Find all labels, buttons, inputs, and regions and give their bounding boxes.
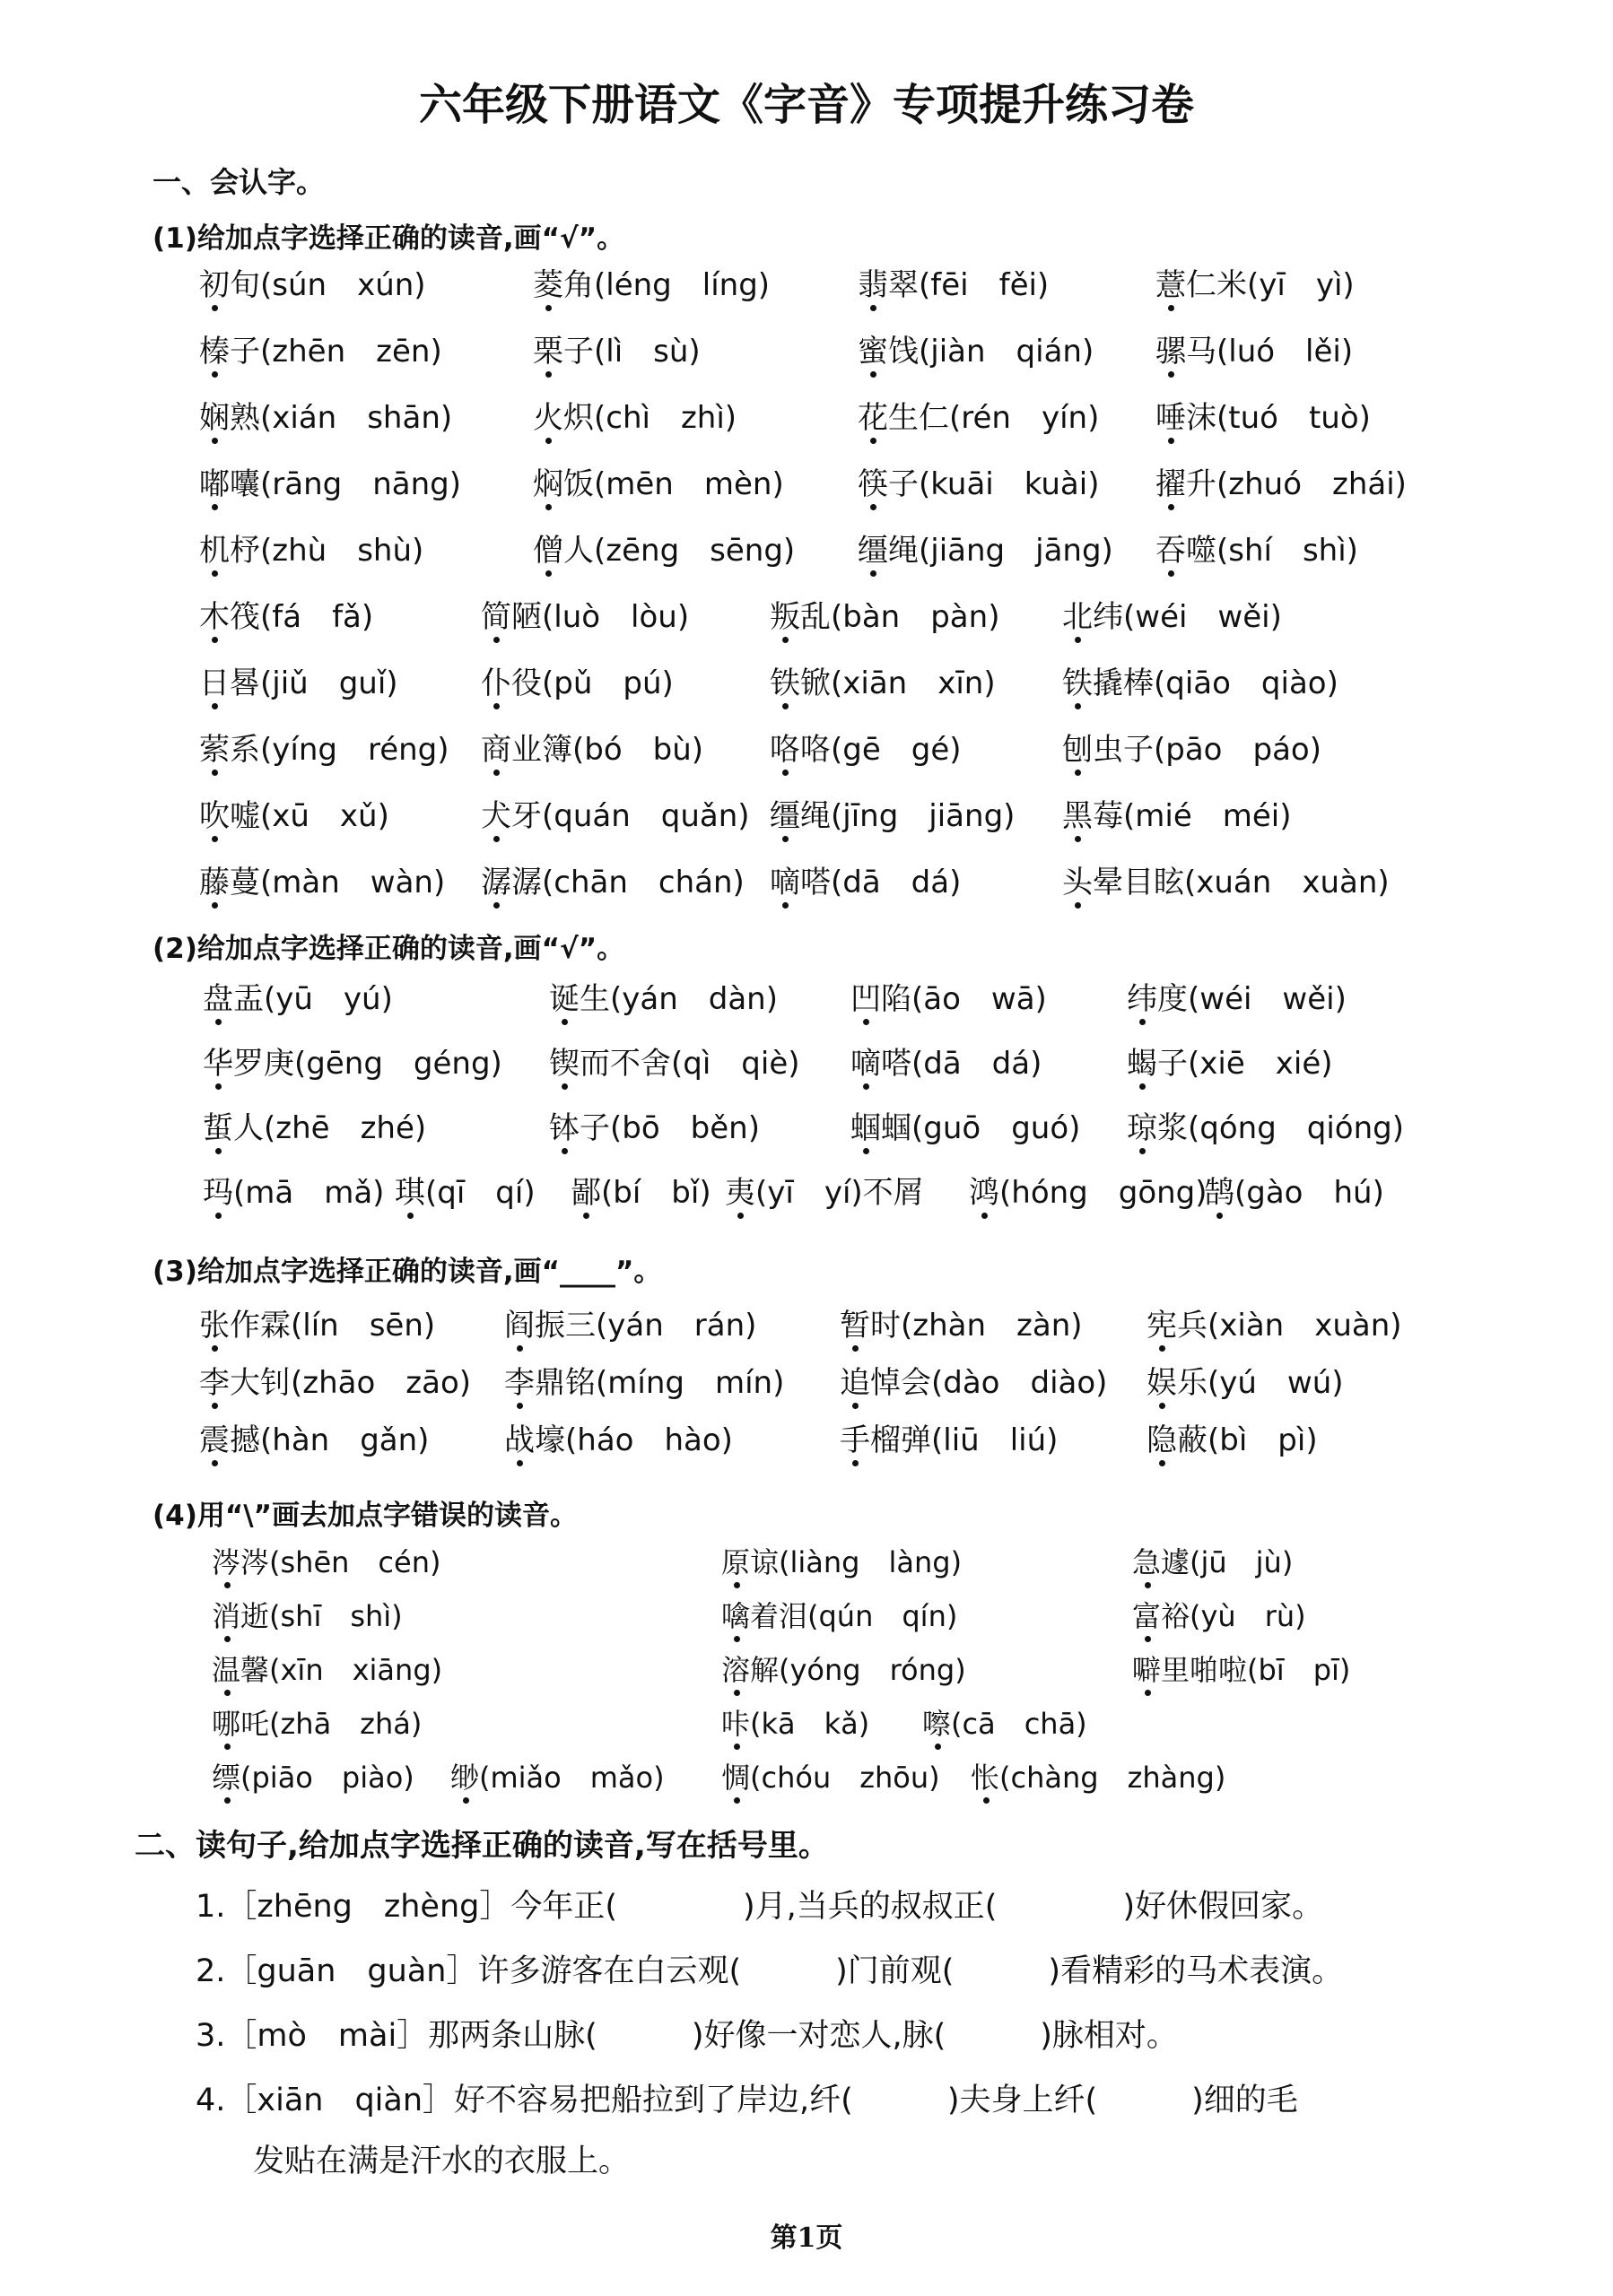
emphasis-dot [517,1345,523,1352]
emphasis-dot [493,902,500,909]
word-item: 钵子(bō běn) [549,1109,760,1148]
word-item: 菱角(léng líng) [533,265,770,305]
word-item: 吹嘘(xū xǔ) [199,796,389,836]
emphasis-dot [863,1083,869,1090]
emphasis-dot [782,836,789,842]
emphasis-dot [782,703,789,709]
word-item: 藤蔓(màn wàn) [199,863,445,902]
word-item: 铁锨(xiān xīn) [770,664,996,703]
emphasis-dot [1075,770,1081,776]
word-item: 蜜饯(jiàn qián) [858,332,1094,371]
emphasis-dot [545,570,552,577]
emphasis-dot [852,1403,859,1409]
emphasis-dot [562,1148,568,1154]
emphasis-dot [212,836,218,842]
word-item: 鸿(hóng gōng) [969,1173,1208,1213]
emphasis-dot [212,902,218,909]
section-two-heading: 二、读句子,给加点字选择正确的读音,写在括号里。 [135,1828,829,1864]
emphasis-dot [224,1744,231,1750]
emphasis-dot [870,504,876,510]
word-item: 犬牙(quán quǎn) [481,796,750,836]
emphasis-dot [545,438,552,444]
word-item: 盘盂(yū yú) [203,979,393,1019]
emphasis-dot [1168,438,1174,444]
emphasis-dot [863,1148,869,1154]
emphasis-dot [215,1148,222,1154]
emphasis-dot [1139,1148,1146,1154]
emphasis-dot [493,770,500,776]
emphasis-dot [1075,902,1081,909]
word-item: 初旬(sún xún) [199,265,426,305]
emphasis-dot [1075,703,1081,709]
emphasis-dot [734,1690,740,1696]
emphasis-dot [1139,1019,1146,1025]
emphasis-dot [1145,1690,1151,1696]
sentence-2: 2.［guān guàn］许多游客在白云观( )门前观( )看精彩的马术表演。 [196,1953,1344,1989]
emphasis-dot [734,1582,740,1588]
part-three-instruction: (3)给加点字选择正确的读音,画“____”。 [153,1256,662,1288]
emphasis-dot [1145,1636,1151,1642]
emphasis-dot [407,1213,414,1219]
word-item: 手榴弹(liū liú) [840,1421,1058,1460]
word-item: 李大钊(zhāo zāo) [199,1363,471,1403]
emphasis-dot [734,1797,740,1804]
word-item: 缈(miǎo mǎo) [450,1758,665,1797]
emphasis-dot [983,1797,990,1804]
emphasis-dot [212,305,218,311]
emphasis-dot [1075,637,1081,643]
word-item: 战壕(háo hào) [504,1421,733,1460]
word-item: 北纬(wéi wěi) [1062,597,1282,637]
emphasis-dot [224,1582,231,1588]
emphasis-dot [212,1403,218,1409]
emphasis-dot [215,1213,222,1219]
sentence-3: 3.［mò mài］那两条山脉( )好像一对恋人,脉( )脉相对。 [196,2018,1178,2054]
word-item: 消逝(shī shì) [212,1596,403,1636]
word-item: 火炽(chì zhì) [533,398,737,438]
emphasis-dot [212,438,218,444]
word-item: 蝈蝈(guō guó) [850,1109,1080,1148]
word-item: 花生仁(rén yín) [858,398,1099,438]
word-item: 吞噬(shí shì) [1155,531,1358,570]
word-item: 哪吒(zhā zhá) [212,1704,422,1744]
part-two-instruction: (2)给加点字选择正确的读音,画“√”。 [153,933,625,965]
word-item: 咔(kā kǎ) [721,1704,869,1744]
word-item: 张作霖(lín sēn) [199,1306,435,1345]
word-item: 噼里啪啦(bī pī) [1132,1650,1350,1690]
word-item: 锲而不舍(qì qiè) [549,1044,800,1083]
section-one-heading: 一、会认字。 [153,165,326,199]
word-item: 商业簿(bó bù) [481,730,703,770]
word-item: 薏仁米(yī yì) [1155,265,1355,305]
word-item: 追悼会(dào diào) [840,1363,1107,1403]
emphasis-dot [734,1744,740,1750]
word-item: 诞生(yán dàn) [549,979,778,1019]
emphasis-dot [734,1636,740,1642]
sentence-4-continuation: 发贴在满是汗水的衣服上。 [253,2144,631,2179]
word-item: 头晕目眩(xuán xuàn) [1062,863,1390,902]
emphasis-dot [212,1345,218,1352]
word-item: 榛子(zhēn zēn) [199,332,442,371]
emphasis-dot [212,703,218,709]
word-item: 蝎子(xiē xié) [1127,1044,1333,1083]
word-item: 刨虫子(pāo páo) [1062,730,1321,770]
emphasis-dot [562,1019,568,1025]
word-item: 萦系(yíng réng) [199,730,449,770]
word-item: 唾沫(tuó tuò) [1155,398,1371,438]
emphasis-dot [215,1083,222,1090]
word-item: 凹陷(āo wā) [850,979,1047,1019]
emphasis-dot [1159,1403,1165,1409]
word-item: 仆役(pǔ pú) [481,664,674,703]
word-item: 玛(mā mǎ) [203,1173,384,1213]
word-item: 涔涔(shēn cén) [212,1543,440,1582]
word-item: 蜇人(zhē zhé) [203,1109,426,1148]
emphasis-dot [1168,570,1174,577]
word-item: 翡翠(fēi fěi) [858,265,1049,305]
word-item: 纬度(wéi wěi) [1127,979,1347,1019]
part-four-instruction: (4)用“\”画去加点字错误的读音。 [153,1500,578,1532]
sentence-4: 4.［xiān qiàn］好不容易把船拉到了岸边,纤( )夫身上纤( )细的毛 [196,2083,1298,2118]
word-item: 惆(chóu zhōu) [721,1758,940,1797]
emphasis-dot [224,1690,231,1696]
emphasis-dot [545,371,552,378]
word-item: 僧人(zēng sēng) [533,531,795,570]
page-number: 第1页 [770,2222,843,2254]
word-item: 木筏(fá fǎ) [199,597,373,637]
word-item: 叛乱(bàn pàn) [770,597,999,637]
emphasis-dot [1168,371,1174,378]
emphasis-dot [212,570,218,577]
sentence-1: 1.［zhēng zhèng］今年正( )月,当兵的叔叔正( )好休假回家。 [196,1889,1324,1925]
emphasis-dot [212,770,218,776]
emphasis-dot [1168,504,1174,510]
word-item: 噙着泪(qún qín) [721,1596,957,1636]
emphasis-dot [583,1213,589,1219]
worksheet-title: 六年级下册语文《字音》专项提升练习卷 [418,80,1194,130]
word-item: 栗子(lì sù) [533,332,701,371]
emphasis-dot [215,1019,222,1025]
emphasis-dot [1168,305,1174,311]
word-item: 阎振三(yán rán) [504,1306,756,1345]
emphasis-dot [870,570,876,577]
word-item: 咯咯(gē gé) [770,730,962,770]
word-item: 擢升(zhuó zhái) [1155,465,1407,504]
emphasis-dot [517,1460,523,1466]
word-item: 缥(piāo piào) [212,1758,414,1797]
word-item: 夷(yī yí)不屑 [725,1173,924,1213]
emphasis-dot [545,305,552,311]
emphasis-dot [463,1797,469,1804]
word-item: 铁撬棒(qiāo qiào) [1062,664,1338,703]
word-item: 缰绳(jīng jiāng) [770,796,1015,836]
emphasis-dot [517,1403,523,1409]
word-item: 李鼎铭(míng mín) [504,1363,784,1403]
emphasis-dot [852,1460,859,1466]
word-item: 隐蔽(bì pì) [1147,1421,1318,1460]
emphasis-dot [1139,1083,1146,1090]
word-item: 鹄(gào hú) [1204,1173,1384,1213]
word-item: 宪兵(xiàn xuàn) [1147,1306,1402,1345]
word-item: 潺潺(chān chán) [481,863,745,902]
word-item: 富裕(yù rù) [1132,1596,1306,1636]
word-item: 娱乐(yú wú) [1147,1363,1344,1403]
emphasis-dot [1216,1213,1223,1219]
emphasis-dot [870,438,876,444]
emphasis-dot [224,1797,231,1804]
emphasis-dot [545,504,552,510]
word-item: 嘟囔(rāng nāng) [199,465,461,504]
emphasis-dot [212,504,218,510]
word-item: 暂时(zhàn zàn) [840,1306,1083,1345]
emphasis-dot [493,836,500,842]
part-one-instruction: (1)给加点字选择正确的读音,画“√”。 [153,222,625,255]
word-item: 华罗庚(gēng géng) [203,1044,502,1083]
emphasis-dot [1159,1460,1165,1466]
emphasis-dot [782,902,789,909]
word-item: 机杼(zhù shù) [199,531,423,570]
emphasis-dot [1145,1582,1151,1588]
emphasis-dot [782,637,789,643]
word-item: 震撼(hàn gǎn) [199,1421,429,1460]
emphasis-dot [1159,1345,1165,1352]
word-item: 温馨(xīn xiāng) [212,1650,442,1690]
word-item: 筷子(kuāi kuài) [858,465,1099,504]
word-item: 急遽(jū jù) [1132,1543,1293,1582]
word-item: 溶解(yóng róng) [721,1650,966,1690]
word-item: 嘀嗒(dā dá) [850,1044,1042,1083]
emphasis-dot [935,1744,941,1750]
word-item: 简陋(luò lòu) [481,597,689,637]
word-item: 嚓(cā chā) [922,1704,1087,1744]
emphasis-dot [981,1213,988,1219]
word-item: 鄙(bí bǐ) [571,1173,711,1213]
word-item: 缰绳(jiāng jāng) [858,531,1113,570]
emphasis-dot [737,1213,744,1219]
word-item: 娴熟(xián shān) [199,398,452,438]
emphasis-dot [224,1636,231,1642]
word-item: 琼浆(qóng qióng) [1127,1109,1404,1148]
word-item: 嘀嗒(dā dá) [770,863,961,902]
emphasis-dot [493,703,500,709]
word-item: 原谅(liàng làng) [721,1543,962,1582]
emphasis-dot [493,637,500,643]
emphasis-dot [212,1460,218,1466]
emphasis-dot [212,637,218,643]
emphasis-dot [863,1019,869,1025]
word-item: 琪(qī qí) [395,1173,536,1213]
word-item: 日晷(jiǔ guǐ) [199,664,398,703]
emphasis-dot [782,770,789,776]
emphasis-dot [562,1083,568,1090]
emphasis-dot [852,1345,859,1352]
word-item: 黑莓(mié méi) [1062,796,1292,836]
emphasis-dot [212,371,218,378]
emphasis-dot [1075,836,1081,842]
emphasis-dot [870,305,876,311]
emphasis-dot [870,371,876,378]
word-item: 焖饭(mēn mèn) [533,465,784,504]
word-item: 骡马(luó lěi) [1155,332,1353,371]
word-item: 怅(chàng zhàng) [971,1758,1225,1797]
